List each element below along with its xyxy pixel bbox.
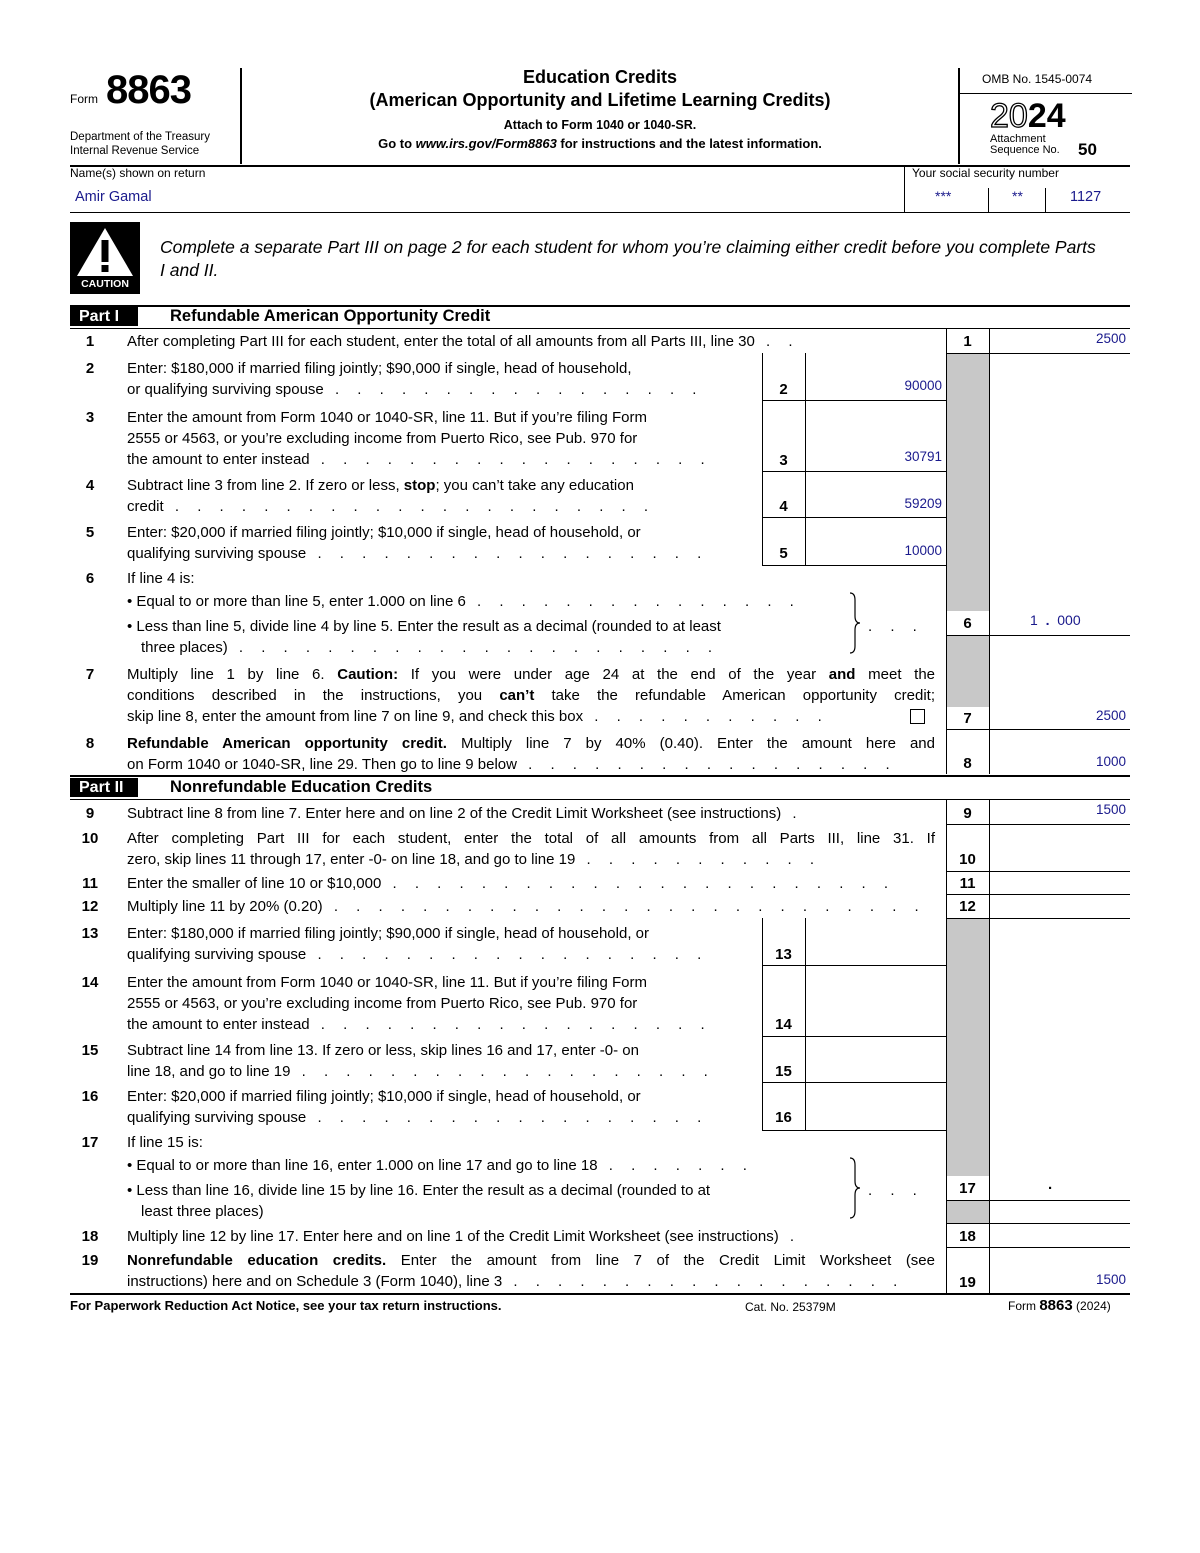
part1-tag: Part I — [70, 307, 138, 326]
line-5-rule — [762, 565, 946, 566]
line-number-9: 9 — [85, 805, 95, 822]
part2-title-rule — [70, 799, 1130, 800]
line-2-desc-b: or qualifying surviving spouse — [127, 381, 324, 398]
line-17-amount[interactable]: . — [1048, 1176, 1053, 1193]
line-6-b2-text-a: • Less than line 5, divide line 4 by line 5. Enter the result as a decimal (rounded to at least — [127, 618, 721, 635]
omb-number: OMB No. 1545-0074 — [982, 72, 1093, 86]
line-14-amount[interactable] — [806, 1012, 942, 1032]
box-label-10: 10 — [959, 851, 976, 868]
line-19-amount[interactable]: 1500 — [1095, 1272, 1126, 1287]
box-label-12: 12 — [959, 898, 976, 915]
footer-form-id — [1008, 1297, 1111, 1314]
line-4-amount[interactable]: 59209 — [904, 496, 942, 511]
line-number-5: 5 — [85, 524, 95, 541]
part1-title: Refundable American Opportunity Credit — [170, 307, 491, 325]
paperwork-notice: For Paperwork Reduction Act Notice, see your tax return instructions. — [70, 1298, 502, 1313]
line-11-desc: Enter the smaller of line 10 or $10,000 — [127, 875, 382, 892]
line-1-rule — [946, 353, 1130, 354]
dept-line-1: Department of the Treasury — [70, 131, 210, 143]
line-13-text: Enter: $180,000 if married filing jointly; $90,000 if single, head of household, or qualifying surviving spouse . . . . . . . . . . . . . . . . . . — [127, 925, 709, 963]
attachment-label — [990, 134, 1060, 156]
line-number-17: 17 — [81, 1134, 99, 1151]
sequence-word: Sequence No. — [990, 144, 1060, 156]
line-3-desc-c: the amount to enter instead — [127, 451, 310, 468]
form-number: 8863 — [106, 68, 191, 112]
line-number-12: 12 — [81, 898, 99, 915]
line-17-b2-text-a: • Less than line 16, divide line 15 by line 16. Enter the result as a decimal (rounded to at — [127, 1182, 711, 1199]
line-number-6: 6 — [85, 570, 95, 587]
part2-title: Nonrefundable Education Credits — [170, 778, 433, 796]
part2-tag: Part II — [70, 778, 138, 797]
line-15-rule — [762, 1082, 946, 1083]
line-17-bullet-2 — [127, 1180, 710, 1222]
box-label-13: 13 — [775, 946, 792, 963]
ssn-label: Your social security number — [912, 166, 1059, 180]
form-word: Form — [70, 92, 98, 106]
line-4-stop: stop — [403, 477, 436, 494]
form-subtitle: (American Opportunity and Lifetime Learning Credits) — [369, 90, 831, 110]
box-label-11: 11 — [959, 875, 976, 892]
line-10-amount[interactable] — [990, 850, 1126, 870]
line-number-1: 1 — [85, 333, 95, 350]
line-12-desc: Multiply line 11 by 20% (0.20) — [127, 898, 323, 915]
line-12-text: Multiply line 11 by 20% (0.20) . . . . . . . . . . . . . . . . . . . . . . . . . . . — [127, 898, 926, 915]
line-7-desc-b2: take the refundable American opportunity credit; — [534, 687, 935, 704]
line-18-rule — [946, 1247, 1130, 1248]
box-label-2: 2 — [779, 381, 788, 398]
name-field[interactable]: Amir Gamal — [75, 189, 152, 205]
line-18-desc: Multiply line 12 by line 17. Enter here and on line 1 of the Credit Limit Worksheet (see instructions) — [127, 1228, 779, 1245]
box-label-8: 8 — [963, 755, 972, 772]
goto-suffix: for instructions and the latest information. — [556, 136, 822, 151]
line-19-desc-b: instructions) here and on Schedule 3 (Form 1040), line 3 — [127, 1273, 503, 1290]
footer-form-number: 8863 — [1039, 1297, 1073, 1314]
irs-url-link[interactable]: www.irs.gov/Form8863 — [415, 136, 557, 151]
line-13-desc-a: Enter: $180,000 if married filing jointly; $90,000 if single, head of household, or — [127, 925, 649, 942]
line-16-amount[interactable] — [806, 1106, 942, 1126]
form-id-block — [70, 68, 242, 164]
line-8-text: Refundable American opportunity credit. Multiply line 7 by 40% (0.40). Enter the amount here and on Form 1040 or 1040-SR, line 29. Then go to line 9 below . . . . . . . . . . . . . . . . . — [127, 735, 935, 773]
line-7-cant: can’t — [499, 687, 535, 704]
line-7-desc-b1: conditions described in the instructions, you — [127, 687, 500, 704]
line-4-desc-b: credit — [127, 498, 164, 515]
line-number-8: 8 — [85, 735, 95, 752]
line-4-text: Subtract line 3 from line 2. If zero or less, stop; you can’t take any education credit . . . . . . . . . . . . . . . . . . . . . . — [127, 477, 656, 515]
line-1-amount[interactable]: 2500 — [1095, 331, 1126, 346]
line-18-amount[interactable] — [990, 1227, 1126, 1247]
line-4-rule — [762, 517, 946, 518]
caution-label: CAUTION — [81, 278, 129, 290]
year-bold: 24 — [1027, 97, 1066, 135]
line-17-text: If line 15 is: — [127, 1134, 203, 1151]
line-6-text: If line 4 is: — [127, 570, 195, 587]
line-8-title: Refundable American opportunity credit. — [127, 735, 447, 752]
line-10-desc-b: zero, skip lines 11 through 17, enter -0- on line 18, and go to line 19 — [127, 851, 576, 868]
line-2-text: Enter: $180,000 if married filing jointly; $90,000 if single, head of household, or qualifying surviving spouse . . . . . . . . . . . . . . . . . — [127, 360, 704, 398]
tax-year — [990, 96, 1066, 136]
line-number-4: 4 — [85, 477, 95, 494]
name-rule — [70, 212, 1130, 213]
line-6-dots: . . . — [868, 618, 924, 635]
line-7-checkbox[interactable] — [910, 709, 925, 724]
attachment-word: Attachment — [990, 133, 1046, 145]
line-19-title: Nonrefundable education credits. — [127, 1252, 387, 1269]
line-5-text: Enter: $20,000 if married filing jointly; $10,000 if single, head of household, or qualifying surviving spouse . . . . . . . . . . . . . . . . . . — [127, 524, 709, 562]
line-7-text: Multiply line 1 by line 6. Caution: If you were under age 24 at the end of the year and meet the conditions described in the instructions, you can’t take the refundable American opportunity credit; skip line 8, enter the amount from line 7 on line 9, and check this box . . . . . . . . . . . — [127, 666, 936, 725]
line-17-rule — [946, 1200, 1130, 1201]
goto-prefix: Go to — [378, 136, 416, 151]
line-15-desc-a: Subtract line 14 from line 13. If zero or less, skip lines 16 and 17, enter -0- on — [127, 1042, 639, 1059]
omb-divider — [960, 93, 1132, 94]
shade-part2-a — [946, 918, 989, 1176]
line-6-b2-text-b: three places) — [141, 639, 228, 656]
box-label-18: 18 — [959, 1228, 976, 1245]
line-6-amount[interactable] — [1030, 612, 1081, 628]
caution-icon — [70, 222, 140, 294]
line-18-top-rule — [946, 1223, 1130, 1224]
line-3-desc-b: 2555 or 4563, or you’re excluding income from Puerto Rico, see Pub. 970 for — [127, 430, 638, 447]
line-3-text: Enter the amount from Form 1040 or 1040-SR, line 11. But if you’re filing Form 2555 or 4563, or you’re excluding income from Puerto Rico, see Pub. 970 for the amount to enter instead . . . . . . . . . . . . . . . . . . — [127, 409, 712, 468]
line-5-desc-b: qualifying surviving spouse — [127, 545, 307, 562]
omb-block — [958, 68, 1130, 164]
box-label-6: 6 — [963, 615, 972, 632]
line-7-and: and — [828, 666, 856, 683]
line-14-desc-c: the amount to enter instead — [127, 1016, 310, 1033]
line-10-rule — [946, 871, 1130, 872]
line-15-text: Subtract line 14 from line 13. If zero or less, skip lines 16 and 17, enter -0- on line 18, and go to line 19 . . . . . . . . . . . . . . . . . . . — [127, 1042, 715, 1080]
line-7-desc-c: skip line 8, enter the amount from line 7 on line 9, and check this box — [127, 708, 584, 725]
line-7-desc-a1: Multiply line 1 by line 6. — [127, 666, 338, 683]
attach-note: Attach to Form 1040 or 1040-SR. — [503, 118, 697, 132]
line-7-desc-a3: meet the — [855, 666, 936, 683]
sequence-number: 50 — [1078, 140, 1097, 159]
line-3-amount[interactable]: 30791 — [904, 449, 942, 464]
line-number-15: 15 — [81, 1042, 99, 1059]
line-9-desc: Subtract line 8 from line 7. Enter here and on line 2 of the Credit Limit Worksheet (see instructions) — [127, 805, 782, 822]
box-label-16: 16 — [775, 1109, 792, 1126]
line-9-amount[interactable]: 1500 — [1095, 802, 1126, 817]
line-number-2: 2 — [85, 360, 95, 377]
line-19-text: Nonrefundable education credits. Enter the amount from line 7 of the Credit Limit Worksheet (see instructions) here and on Schedule 3 (Form 1040), line 3 . . . . . . . . . . . . . . . . . . — [127, 1252, 935, 1290]
title-block — [242, 66, 958, 153]
instructions-link-line — [242, 135, 958, 153]
dept-line-2: Internal Revenue Service — [70, 145, 200, 157]
line-number-14: 14 — [81, 974, 99, 991]
catalog-number: Cat. No. 25379M — [745, 1300, 836, 1314]
line-16-text: Enter: $20,000 if married filing jointly; $10,000 if single, head of household, or qualifying surviving spouse . . . . . . . . . . . . . . . . . . — [127, 1088, 709, 1126]
ssn-sep-1 — [988, 188, 989, 212]
box-label-14: 14 — [775, 1016, 792, 1033]
box-label-9: 9 — [963, 805, 972, 822]
line-14-desc-a: Enter the amount from Form 1040 or 1040-SR, line 11. But if you’re filing Form — [127, 974, 647, 991]
shade-part1-a — [946, 353, 989, 611]
line-17-bullet-1: • Equal to or more than line 16, enter 1.000 on line 17 and go to line 18 . . . . . . . — [127, 1157, 754, 1174]
line-10-text: After completing Part III for each student, enter the total of all amounts from all Parts III, line 31. If zero, skip lines 11 through 17, enter -0- on line 18, and go to line 19 . . . . . . . . . . . — [127, 830, 935, 868]
line-14-desc-b: 2555 or 4563, or you’re excluding income from Puerto Rico, see Pub. 970 for — [127, 995, 638, 1012]
line-2-rule — [762, 400, 946, 401]
line-6-int: 1 — [1030, 612, 1038, 628]
line-12-amount[interactable] — [990, 897, 1126, 917]
box-label-5: 5 — [779, 545, 788, 562]
form-title: Education Credits — [522, 67, 678, 87]
line-16-desc-b: qualifying surviving spouse — [127, 1109, 307, 1126]
line-8-desc-b: on Form 1040 or 1040-SR, line 29. Then go to line 9 below — [127, 756, 517, 773]
line-13-amount[interactable] — [806, 942, 942, 962]
line-number-10: 10 — [81, 830, 99, 847]
line-3-desc-a: Enter the amount from Form 1040 or 1040-SR, line 11. But if you’re filing Form — [127, 409, 647, 426]
line-3-rule — [762, 471, 946, 472]
line-1-text: After completing Part III for each student, enter the total of all amounts from all Parts III, line 30 . . — [127, 333, 800, 350]
ssn-field-1[interactable]: *** — [935, 188, 952, 204]
line-number-18: 18 — [81, 1228, 99, 1245]
line-19-desc-a: Enter the amount from line 7 of the Credit Limit Worksheet (see — [386, 1252, 935, 1269]
line-15-desc-b: line 18, and go to line 19 — [127, 1063, 291, 1080]
name-label: Name(s) shown on return — [70, 166, 206, 180]
part2-top-rule — [70, 775, 1130, 777]
line-4-desc-a1: Subtract line 3 from line 2. If zero or less, — [127, 477, 404, 494]
line-17-b2-text-b: least three places) — [141, 1203, 264, 1220]
shade-part2-b — [946, 1200, 989, 1223]
ssn-field-2[interactable]: ** — [1012, 188, 1023, 204]
line-8-amount[interactable]: 1000 — [1095, 754, 1126, 769]
line-17-dots: . . . — [868, 1182, 924, 1199]
line-9-text: Subtract line 8 from line 7. Enter here and on line 2 of the Credit Limit Worksheet (see instructions) . — [127, 805, 804, 822]
line-6-b1-text: • Equal to or more than line 5, enter 1.000 on line 6 — [127, 593, 466, 610]
line-15-amount[interactable] — [806, 1060, 942, 1080]
line-6-bullet-1: • Equal to or more than line 5, enter 1.000 on line 6 . . . . . . . . . . . . . . . — [127, 593, 801, 610]
line-16-rule — [762, 1130, 946, 1131]
footer-rule — [70, 1293, 1130, 1295]
line-10-desc-a: After completing Part III for each student, enter the total of all amounts from all Parts III, line 31. If — [127, 830, 935, 847]
line-number-3: 3 — [85, 409, 95, 426]
footer-year: (2024) — [1072, 1299, 1111, 1313]
line-number-16: 16 — [81, 1088, 99, 1105]
line-5-desc-a: Enter: $20,000 if married filing jointly; $10,000 if single, head of household, or — [127, 524, 641, 541]
col-line-left — [946, 328, 947, 774]
box-label-7: 7 — [963, 710, 972, 727]
ssn-sep-2 — [1045, 188, 1046, 212]
year-outline: 20 — [990, 97, 1028, 135]
line-6-rule — [946, 635, 1130, 636]
line-number-19: 19 — [81, 1252, 99, 1269]
line-16-desc-a: Enter: $20,000 if married filing jointly; $10,000 if single, head of household, or — [127, 1088, 641, 1105]
line-18-text: Multiply line 12 by line 17. Enter here and on line 1 of the Credit Limit Worksheet (see instructions) . — [127, 1228, 802, 1245]
line-7-desc-a2: If you were under age 24 at the end of the year — [398, 666, 829, 683]
line-14-rule — [762, 1036, 946, 1037]
line-12-rule — [946, 918, 1130, 919]
box-label-1: 1 — [963, 333, 972, 350]
line-11-rule — [946, 894, 1130, 895]
line-number-13: 13 — [81, 925, 99, 942]
ssn-divider — [904, 165, 905, 213]
line-14-text: Enter the amount from Form 1040 or 1040-SR, line 11. But if you’re filing Form 2555 or 4563, or you’re excluding income from Puerto Rico, see Pub. 970 for the amount to enter instead . . . . . . . . . . . . . . . . . . — [127, 974, 712, 1033]
line-6-brace — [848, 592, 862, 654]
line-11-amount[interactable] — [990, 874, 1126, 894]
department — [70, 130, 210, 158]
line-17-b1-text: • Equal to or more than line 16, enter 1.000 on line 17 and go to line 18 — [127, 1157, 598, 1174]
line-5-amount[interactable]: 10000 — [904, 543, 942, 558]
line-2-amount[interactable]: 90000 — [904, 378, 942, 393]
box-label-17: 17 — [959, 1180, 976, 1197]
line-9-rule — [946, 824, 1130, 825]
line-11-text: Enter the smaller of line 10 or $10,000 . . . . . . . . . . . . . . . . . . . . . . . — [127, 875, 896, 892]
line-6-dec: 000 — [1057, 612, 1081, 628]
line-8-desc-a: Multiply line 7 by 40% (0.40). Enter the amount here and — [446, 735, 935, 752]
caution-text: Complete a separate Part III on page 2 for each student for whom you’re claiming either credit before you complete Parts I and II. — [160, 237, 1096, 280]
part1-title-rule — [70, 328, 1130, 329]
line-7-rule — [946, 729, 1130, 730]
box-label-3: 3 — [779, 452, 788, 469]
box-label-4: 4 — [779, 498, 788, 515]
line-13-rule — [762, 965, 946, 966]
line-7-caution: Caution: — [337, 666, 399, 683]
line-number-7: 7 — [85, 666, 95, 683]
shade-part1-b — [946, 635, 989, 707]
line-1-desc: After completing Part III for each student, enter the total of all amounts from all Parts III, line 30 — [127, 333, 755, 350]
line-13-desc-b: qualifying surviving spouse — [127, 946, 307, 963]
line-17-brace — [848, 1157, 862, 1219]
line-6-bullet-2: • Less than line 5, divide line 4 by line 5. Enter the result as a decimal (rounded to at least three places) . . . . . . . . . . . . . . . . . . . . . . — [127, 618, 721, 656]
ssn-field-3[interactable]: 1127 — [1070, 189, 1102, 205]
line-6-decimal-point: . — [1045, 612, 1050, 628]
box-label-15: 15 — [775, 1063, 792, 1080]
line-7-amount[interactable]: 2500 — [1095, 708, 1126, 723]
line-4-desc-a2: ; you can’t take any education — [435, 477, 634, 494]
line-2-desc-a: Enter: $180,000 if married filing jointly; $90,000 if single, head of household, — [127, 360, 632, 377]
box-label-19: 19 — [959, 1274, 976, 1291]
line-number-11: 11 — [82, 875, 98, 892]
footer-form-word: Form — [1008, 1299, 1040, 1313]
